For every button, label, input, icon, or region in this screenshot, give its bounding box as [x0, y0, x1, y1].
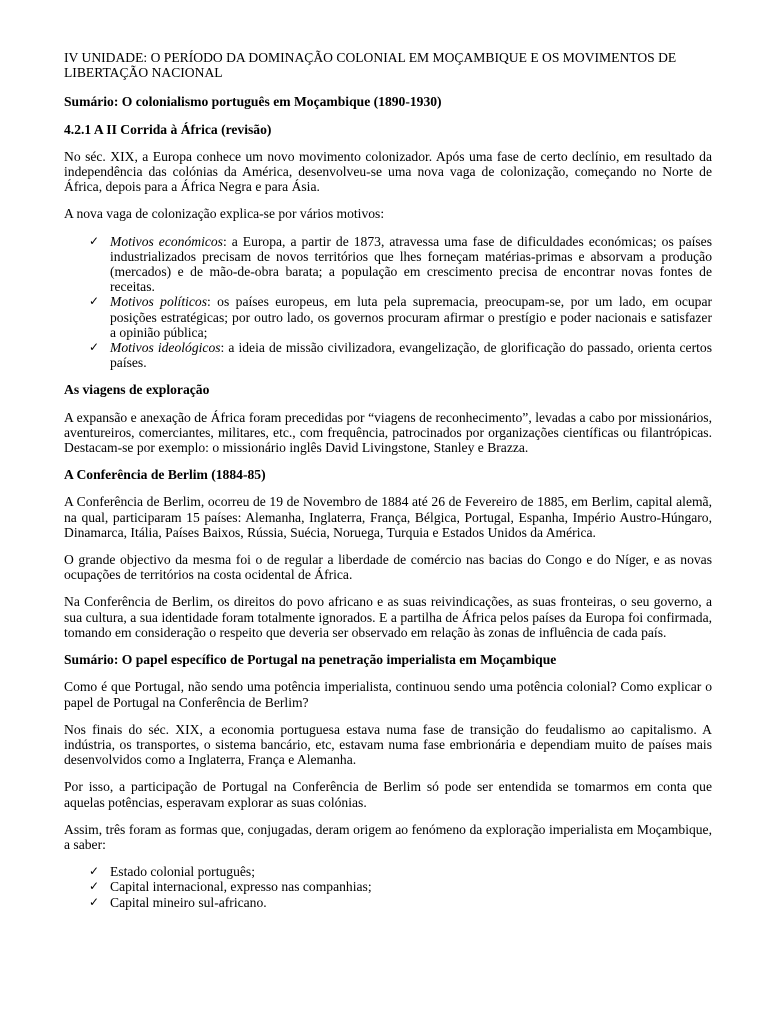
paragraph-berlin-3: Na Conferência de Berlim, os direitos do povo africano e as suas reivindicações, as suas fronteiras, o seu governo, a sua cultura, a sua identidade foram totalmente ignorados. E a partilha de África pelos países da Europa foi confirmada, tomando em consideração o respeito que deveria ser observado em relação às zonas de influência de cada país. [64, 594, 712, 640]
list-item-form [89, 864, 712, 880]
summary-heading-2: Sumário: O papel específico de Portugal na penetração imperialista em Moçambique [64, 652, 557, 668]
form-text: Estado colonial português; [110, 864, 255, 880]
motive-label: Motivos económicos [110, 233, 223, 249]
checkmark-icon: ✓ [89, 340, 100, 355]
motive-text: : os países europeus, em luta pela supremacia, preocupam-se, por um lado, em ocupar posições estratégicas; por outro lado, os governos procuram afirmar o prestígio e poder nacionais e satisfazer a opinião pública; [110, 294, 713, 340]
form-text: Capital mineiro sul-africano. [110, 894, 267, 910]
paragraph-portugal-1: Como é que Portugal, não sendo uma potência imperialista, continuou sendo uma potência colonial? Como explicar o papel de Portugal na Conferência de Berlim? [64, 679, 712, 710]
forms-list [64, 864, 712, 910]
checkmark-icon: ✓ [89, 864, 100, 879]
form-text: Capital internacional, expresso nas companhias; [110, 879, 372, 895]
motive-text: : a ideia de missão civilizadora, evangelização, de glorificação do passado, orienta certos países. [110, 340, 712, 371]
checkmark-icon: ✓ [89, 294, 100, 309]
unit-heading: IV UNIDADE: O PERÍODO DA DOMINAÇÃO COLONIAL EM MOÇAMBIQUE E OS MOVIMENTOS DE LIBERTAÇÃO NACIONAL [64, 50, 677, 81]
exploration-heading: As viagens de exploração [64, 382, 210, 398]
list-item-motives-political [89, 294, 713, 340]
checkmark-icon: ✓ [89, 879, 100, 894]
paragraph-exploration: A expansão e anexação de África foram precedidas por “viagens de reconhecimento”, levadas a cabo por missionários, aventureiros, comerciantes, militares, etc., com frequência, patrocinados por organizações científicas ou filantrópicas. Destacam-se por exemplo: o missionário inglês David Livingstone, Stanley e Brazza. [64, 409, 712, 456]
paragraph-motives-intro: A nova vaga de colonização explica-se por vários motivos: [64, 206, 385, 222]
motives-list [64, 234, 712, 371]
checkmark-icon: ✓ [89, 894, 100, 909]
berlin-conference-heading: A Conferência de Berlim (1884-85) [64, 467, 266, 483]
paragraph-portugal-4: Assim, três foram as formas que, conjugadas, deram origem ao fenómeno da exploração imperialista em Moçambique, a saber: [64, 821, 712, 852]
motive-label: Motivos políticos [110, 294, 208, 310]
section-heading-4-2-1: 4.2.1 A II Corrida à África (revisão) [64, 121, 272, 137]
list-item-form [89, 894, 712, 910]
paragraph-xix-century: No séc. XIX, a Europa conhece um novo movimento colonizador. Após uma fase de certo declínio, em resultado da independência das colónias da América, desenvolveu-se uma nova vaga de colonização, começando no Norte de África, depois para a África Negra e para Ásia. [64, 148, 712, 195]
paragraph-berlin-1: A Conferência de Berlim, ocorreu de 19 de Novembro de 1884 até 26 de Fevereiro de 1885, em Berlim, capital alemã, na qual, participaram 15 países: Alemanha, Inglaterra, França, Bélgica, Portugal, Espanha, Império Austro-Húngaro, Dinamarca, Itália, Países Baixos, Rússia, Suécia, Noruega, Turquia e Estados Unidos da América. [64, 494, 712, 540]
paragraph-berlin-2: O grande objectivo da mesma foi o de regular a liberdade de comércio nas bacias do Congo e do Níger, e as novas ocupações de territórios na costa ocidental de África. [64, 552, 712, 583]
motive-text: : a Europa, a partir de 1873, atravessa uma fase de dificuldades económicas; os países industrializados precisam de novos territórios que lhes forneçam matérias-primas e absorvam a produção (mercados) e de mão-de-obra barata; a população em crescimento precisa de encontrar novas fontes de receitas. [110, 233, 712, 295]
paragraph-portugal-3: Por isso, a participação de Portugal na Conferência de Berlim só pode ser entendida se tomarmos em conta que aquelas potências, esperavam explorar as suas colónias. [64, 779, 712, 810]
motive-label: Motivos ideológicos [110, 340, 221, 356]
checkmark-icon: ✓ [89, 233, 100, 248]
list-item-motives-economic [89, 233, 712, 295]
summary-heading-1: Sumário: O colonialismo português em Moçambique (1890-1930) [64, 94, 442, 110]
list-item-motives-ideological [89, 340, 712, 371]
list-item-form [89, 879, 712, 895]
paragraph-portugal-2: Nos finais do séc. XIX, a economia portuguesa estava numa fase de transição do feudalismo ao capitalismo. A indústria, os transportes, o sistema bancário, etc, estavam numa fase embrionária e dependiam muito de países mais desenvolvidos como a Inglaterra, França e Alemanha. [64, 721, 712, 768]
